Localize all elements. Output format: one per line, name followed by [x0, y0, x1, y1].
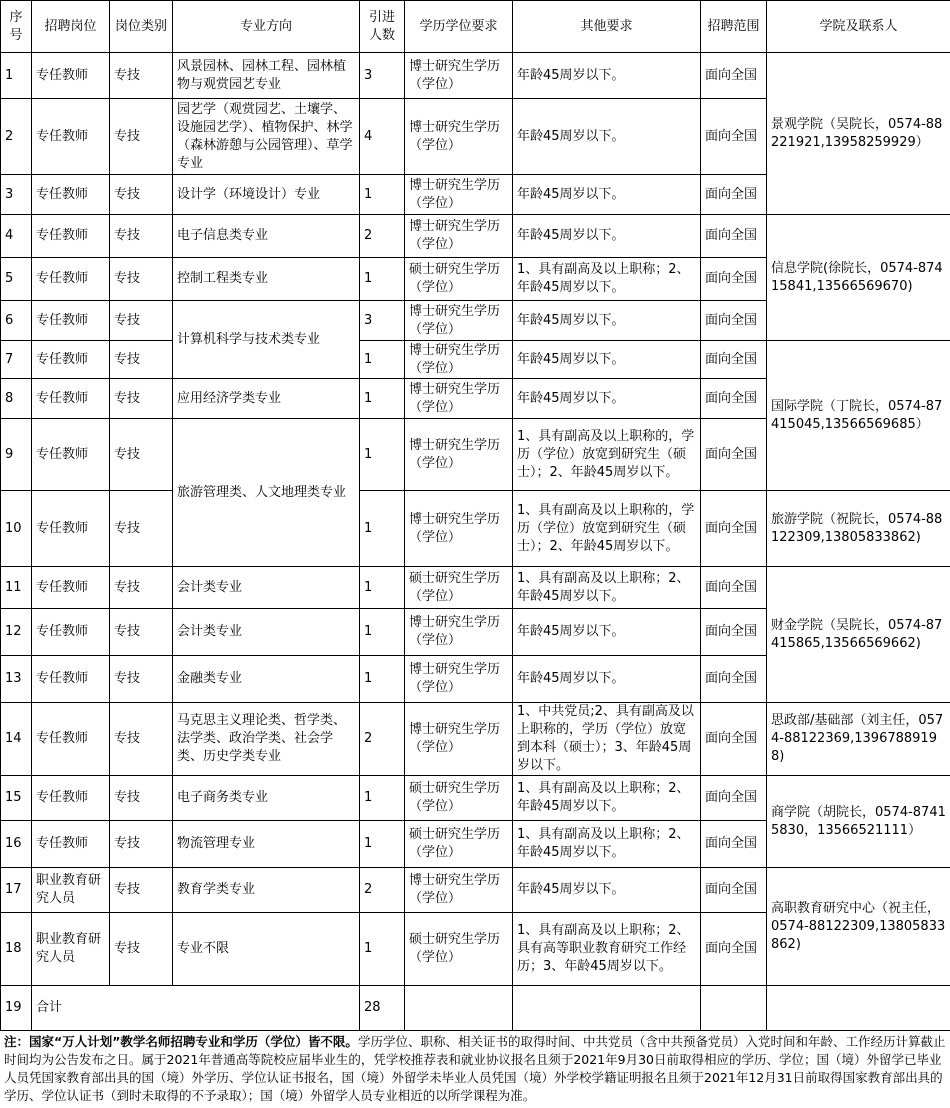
header-row: [1, 1, 950, 53]
header-scope: 招聘范围: [701, 1, 767, 53]
cell-degree: 博士研究生学历（学位）: [405, 301, 513, 341]
cell-seq: 4: [1, 215, 32, 258]
cell-scope: 面向全国: [701, 703, 767, 776]
cell-major: 应用经济学类专业: [173, 379, 360, 419]
cell-empty: [513, 986, 701, 1031]
cell-degree: 博士研究生学历（学位）: [405, 491, 513, 567]
cell-contact: 高职教育研究中心（祝主任，0574-88122309,13805833862): [767, 868, 950, 986]
table-row: [1, 776, 950, 821]
cell-position: 专任教师: [32, 703, 110, 776]
cell-seq: 15: [1, 776, 32, 821]
cell-seq: 17: [1, 868, 32, 913]
cell-category: 专技: [110, 175, 173, 215]
cell-major: 旅游管理类、人文地理类专业: [173, 419, 360, 567]
header-position: 招聘岗位: [32, 1, 110, 53]
cell-scope: 面向全国: [701, 567, 767, 609]
cell-count: 2: [360, 868, 405, 913]
cell-seq: 11: [1, 567, 32, 609]
cell-degree: 博士研究生学历（学位）: [405, 419, 513, 491]
cell-category: 专技: [110, 821, 173, 868]
cell-empty: [701, 986, 767, 1031]
cell-scope: 面向全国: [701, 301, 767, 341]
total-row: [1, 986, 950, 1031]
cell-scope: 面向全国: [701, 53, 767, 99]
cell-other: 1、具有副高及以上职称；2、年龄45周岁以下。: [513, 258, 701, 301]
cell-seq: 13: [1, 656, 32, 703]
cell-other: 1、具有副高及以上职称；2、年龄45周岁以下。: [513, 567, 701, 609]
cell-major: 金融类专业: [173, 656, 360, 703]
cell-contact: 国际学院（丁院长，0574-87415045,13566569685）: [767, 341, 950, 491]
cell-position: 职业教育研究人员: [32, 868, 110, 913]
cell-position: 专任教师: [32, 53, 110, 99]
cell-scope: 面向全国: [701, 656, 767, 703]
cell-other: 年龄45周岁以下。: [513, 379, 701, 419]
cell-degree: 博士研究生学历（学位）: [405, 99, 513, 175]
cell-position: 专任教师: [32, 175, 110, 215]
cell-other: 年龄45周岁以下。: [513, 175, 701, 215]
cell-scope: 面向全国: [701, 379, 767, 419]
cell-major: 计算机科学与技术类专业: [173, 301, 360, 379]
footnote: [0, 1031, 946, 1105]
cell-seq: 9: [1, 419, 32, 491]
cell-count: 1: [360, 776, 405, 821]
cell-degree: 博士研究生学历（学位）: [405, 703, 513, 776]
table-row: [1, 215, 950, 258]
cell-degree: 硕士研究生学历（学位）: [405, 913, 513, 986]
cell-category: 专技: [110, 379, 173, 419]
cell-degree: 硕士研究生学历（学位）: [405, 776, 513, 821]
cell-position: 专任教师: [32, 341, 110, 379]
cell-seq: 19: [1, 986, 32, 1031]
footnote-bold: 注：国家“万人计划”教学名师招聘专业和学历（学位）皆不限。: [4, 1034, 358, 1049]
cell-position: 专任教师: [32, 258, 110, 301]
table-row: [1, 341, 950, 379]
cell-category: 专技: [110, 215, 173, 258]
cell-position: 专任教师: [32, 609, 110, 656]
table-row: [1, 703, 950, 776]
cell-seq: 18: [1, 913, 32, 986]
cell-category: 专技: [110, 609, 173, 656]
cell-position: 专任教师: [32, 99, 110, 175]
cell-empty: [767, 986, 950, 1031]
cell-major: 物流管理专业: [173, 821, 360, 868]
cell-category: 专技: [110, 703, 173, 776]
cell-degree: 博士研究生学历（学位）: [405, 53, 513, 99]
cell-scope: 面向全国: [701, 258, 767, 301]
footnote-text: 学历学位、职称、相关证书的取得时间、中共党员（含中共预备党员）入党时间和年龄、工作经历计算截止时间均为公告发布之日。属于2021年普通高等院校应届毕业生的，凭学校推荐表和就业协议报名且须于2021年9月30日前取得相应的学历、学位；国（境）外留学已毕业人员凭国家教育部出具的国（境）外学历、学位认证书报名，国（境）外留学未毕业人员凭国（境）外学校学籍证明报名且须于2021年12月31日前取得国家教育部出具的学历、学位认证书（到时未取得的不予录取）；国（境）外留学人员专业相近的以所学课程为准。: [4, 1034, 946, 1103]
cell-degree: 博士研究生学历（学位）: [405, 656, 513, 703]
cell-degree: 博士研究生学历（学位）: [405, 609, 513, 656]
cell-category: 专技: [110, 99, 173, 175]
cell-count: 1: [360, 656, 405, 703]
cell-degree: 硕士研究生学历（学位）: [405, 258, 513, 301]
cell-other: 年龄45周岁以下。: [513, 609, 701, 656]
table-row: [1, 53, 950, 99]
total-count: 28: [360, 986, 405, 1031]
total-label: 合计: [32, 986, 360, 1031]
cell-position: 专任教师: [32, 419, 110, 491]
header-category: 岗位类别: [110, 1, 173, 53]
cell-count: 2: [360, 703, 405, 776]
cell-contact: 景观学院（吴院长，0574-88221921,13958259929）: [767, 53, 950, 215]
cell-seq: 5: [1, 258, 32, 301]
cell-count: 3: [360, 53, 405, 99]
cell-count: 1: [360, 609, 405, 656]
cell-major: 教育学类专业: [173, 868, 360, 913]
cell-degree: 硕士研究生学历（学位）: [405, 567, 513, 609]
cell-position: 专任教师: [32, 301, 110, 341]
header-contact: 学院及联系人: [767, 1, 950, 53]
cell-position: 专任教师: [32, 821, 110, 868]
cell-other: 1、具有副高及以上职称的，学历（学位）放宽到研究生（硕士）；2、年龄45周岁以下。: [513, 419, 701, 491]
cell-count: 2: [360, 215, 405, 258]
cell-category: 专技: [110, 868, 173, 913]
cell-count: 1: [360, 258, 405, 301]
table-row: [1, 868, 950, 913]
cell-count: 3: [360, 301, 405, 341]
cell-category: 专技: [110, 301, 173, 341]
cell-other: 年龄45周岁以下。: [513, 868, 701, 913]
cell-scope: 面向全国: [701, 913, 767, 986]
cell-degree: 博士研究生学历（学位）: [405, 379, 513, 419]
header-count: 引进人数: [360, 1, 405, 53]
cell-category: 专技: [110, 419, 173, 491]
cell-contact: 商学院（胡院长，0574-87415830，13566521111）: [767, 776, 950, 868]
cell-scope: 面向全国: [701, 175, 767, 215]
cell-category: 专技: [110, 776, 173, 821]
cell-scope: 面向全国: [701, 868, 767, 913]
cell-degree: 博士研究生学历（学位）: [405, 175, 513, 215]
cell-degree: 博士研究生学历（学位）: [405, 215, 513, 258]
cell-other: 年龄45周岁以下。: [513, 99, 701, 175]
cell-major: 园艺学（观赏园艺、土壤学、设施园艺学）、植物保护、林学（森林游憩与公园管理）、草学专业: [173, 99, 360, 175]
cell-scope: 面向全国: [701, 99, 767, 175]
cell-contact: 旅游学院（祝院长，0574-88122309,13805833862): [767, 491, 950, 567]
cell-count: 1: [360, 175, 405, 215]
cell-other: 年龄45周岁以下。: [513, 215, 701, 258]
cell-count: 1: [360, 913, 405, 986]
cell-major: 电子商务类专业: [173, 776, 360, 821]
cell-scope: 面向全国: [701, 341, 767, 379]
cell-other: 年龄45周岁以下。: [513, 341, 701, 379]
cell-other: 1、具有副高及以上职称；2、年龄45周岁以下。: [513, 776, 701, 821]
cell-degree: 硕士研究生学历（学位）: [405, 821, 513, 868]
cell-seq: 3: [1, 175, 32, 215]
cell-count: 1: [360, 567, 405, 609]
cell-position: 专任教师: [32, 656, 110, 703]
header-degree: 学历学位要求: [405, 1, 513, 53]
cell-seq: 7: [1, 341, 32, 379]
cell-scope: 面向全国: [701, 609, 767, 656]
cell-other: 1、中共党员;2、具有副高及以上职称的，学历（学位）放宽到本科（硕士）；3、年龄45周岁以下。: [513, 703, 701, 776]
cell-scope: 面向全国: [701, 419, 767, 491]
cell-scope: 面向全国: [701, 776, 767, 821]
cell-count: 1: [360, 491, 405, 567]
cell-scope: 面向全国: [701, 215, 767, 258]
cell-other: 1、具有副高及以上职称；2、年龄45周岁以下。: [513, 821, 701, 868]
cell-contact: 信息学院(徐院长，0574-87415841,13566569670): [767, 215, 950, 341]
cell-count: 1: [360, 821, 405, 868]
cell-category: 专技: [110, 567, 173, 609]
cell-seq: 2: [1, 99, 32, 175]
cell-contact: 财金学院（吴院长，0574-87415865,13566569662): [767, 567, 950, 703]
cell-count: 4: [360, 99, 405, 175]
cell-major: 马克思主义理论类、哲学类、法学类、政治学类、社会学类、历史学类专业: [173, 703, 360, 776]
cell-other: 1、具有副高及以上职称的，学历（学位）放宽到研究生（硕士）；2、年龄45周岁以下。: [513, 491, 701, 567]
cell-seq: 1: [1, 53, 32, 99]
cell-other: 年龄45周岁以下。: [513, 301, 701, 341]
cell-category: 专技: [110, 53, 173, 99]
cell-position: 专任教师: [32, 379, 110, 419]
cell-category: 专技: [110, 258, 173, 301]
cell-other: 年龄45周岁以下。: [513, 656, 701, 703]
cell-seq: 10: [1, 491, 32, 567]
table-row: [1, 491, 950, 567]
cell-position: 专任教师: [32, 491, 110, 567]
cell-degree: 博士研究生学历（学位）: [405, 868, 513, 913]
cell-category: 专技: [110, 656, 173, 703]
cell-seq: 16: [1, 821, 32, 868]
cell-position: 职业教育研究人员: [32, 913, 110, 986]
cell-empty: [405, 986, 513, 1031]
cell-major: 会计类专业: [173, 567, 360, 609]
cell-count: 1: [360, 341, 405, 379]
cell-seq: 14: [1, 703, 32, 776]
header-seq: 序号: [1, 1, 32, 53]
cell-count: 1: [360, 419, 405, 491]
cell-seq: 6: [1, 301, 32, 341]
cell-seq: 12: [1, 609, 32, 656]
cell-position: 专任教师: [32, 215, 110, 258]
cell-position: 专任教师: [32, 567, 110, 609]
cell-category: 专技: [110, 341, 173, 379]
cell-category: 专技: [110, 913, 173, 986]
cell-scope: 面向全国: [701, 491, 767, 567]
cell-contact: 思政部/基础部（刘主任，0574-88122369,13967889198): [767, 703, 950, 776]
cell-major: 控制工程类专业: [173, 258, 360, 301]
header-major: 专业方向: [173, 1, 360, 53]
cell-seq: 8: [1, 379, 32, 419]
table-row: [1, 567, 950, 609]
cell-major: 专业不限: [173, 913, 360, 986]
cell-major: 风景园林、园林工程、园林植物与观赏园艺专业: [173, 53, 360, 99]
cell-major: 电子信息类专业: [173, 215, 360, 258]
cell-category: 专技: [110, 491, 173, 567]
cell-major: 会计类专业: [173, 609, 360, 656]
cell-degree: 博士研究生学历（学位）: [405, 341, 513, 379]
cell-count: 1: [360, 379, 405, 419]
cell-position: 专任教师: [32, 776, 110, 821]
header-other: 其他要求: [513, 1, 701, 53]
cell-other: 1、具有副高及以上职称；2、具有高等职业教育研究工作经历；3、年龄45周岁以下。: [513, 913, 701, 986]
cell-major: 设计学（环境设计）专业: [173, 175, 360, 215]
cell-other: 年龄45周岁以下。: [513, 53, 701, 99]
cell-scope: 面向全国: [701, 821, 767, 868]
